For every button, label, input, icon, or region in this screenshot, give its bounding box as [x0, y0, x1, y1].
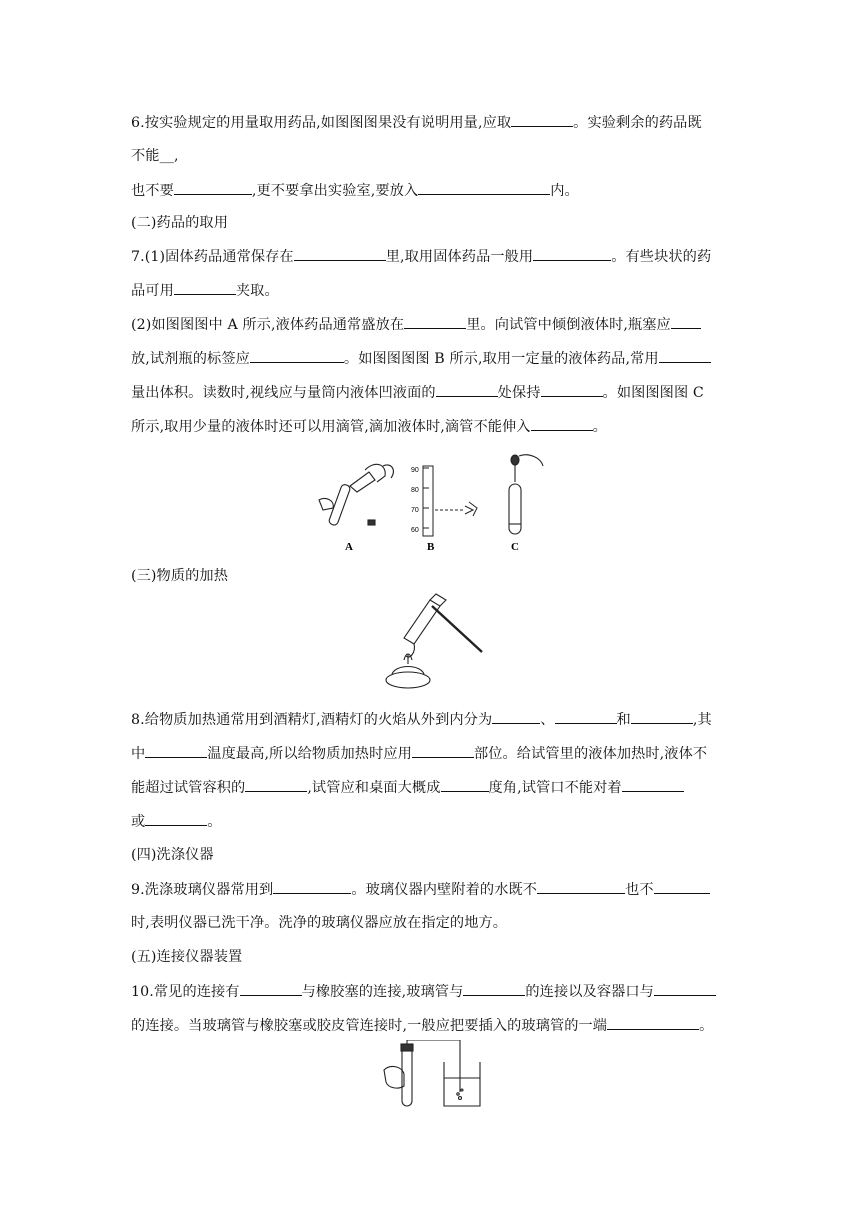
q7-line-2: 品可用 夹取。	[131, 280, 731, 301]
blank[interactable]	[463, 981, 525, 996]
blank[interactable]	[245, 777, 307, 792]
q9-line-2: 时,表明仪器已洗干净。洗净的玻璃仪器应放在指定的地方。	[131, 915, 508, 931]
blank[interactable]	[404, 314, 466, 329]
blank[interactable]	[654, 879, 710, 894]
blank[interactable]	[294, 246, 386, 261]
blank[interactable]	[531, 416, 593, 431]
section-heading-3: (三)物质的加热	[131, 568, 228, 584]
svg-text:60: 60	[411, 527, 419, 534]
blank[interactable]	[174, 280, 236, 295]
q7-line-6: 所示,取用少量的液体时还可以用滴管,滴加液体时,滴管不能伸入 。	[131, 416, 731, 437]
blank[interactable]	[492, 709, 540, 724]
figure-heating	[370, 590, 490, 696]
blank[interactable]	[631, 709, 693, 724]
section-heading-2: (二)药品的取用	[131, 215, 228, 231]
blank[interactable]	[145, 743, 207, 758]
blank[interactable]	[607, 1015, 699, 1030]
q10-line-1: 10.常见的连接有 与橡胶塞的连接,玻璃管与 的连接以及容器口与	[131, 981, 731, 1002]
svg-text:80: 80	[411, 487, 419, 494]
blank[interactable]	[441, 777, 489, 792]
graduated-cylinder-illustration	[423, 466, 477, 536]
q10-line-2: 的连接。当玻璃管与橡胶塞或胶皮管连接时,一般应把要插入的玻璃管的一端 。	[131, 1015, 731, 1036]
blank[interactable]	[418, 180, 550, 195]
blank[interactable]	[555, 709, 617, 724]
blank[interactable]	[659, 348, 711, 363]
blank[interactable]	[174, 180, 252, 195]
heating-apparatus-illustration	[386, 594, 482, 688]
blank[interactable]	[511, 112, 573, 127]
blank[interactable]	[541, 382, 603, 397]
blank[interactable]	[537, 879, 625, 894]
q7-line-5: 量出体积。读数时,视线应与量筒内液体凹液面的 处保持 。如图图图图 C	[131, 382, 731, 403]
q6-line-3: 也不要 ,更不要拿出实验室,要放入 内。	[131, 180, 731, 201]
q9-line-1: 9.洗涤玻璃仪器常用到 。玻璃仪器内壁附着的水既不 也不	[131, 879, 731, 900]
q8-line-2: 中 温度最高,所以给物质加热时应用 部位。给试管里的液体加热时,液体不	[131, 743, 731, 764]
blank[interactable]	[273, 879, 351, 894]
blank[interactable]	[145, 811, 207, 826]
blank[interactable]	[654, 981, 716, 996]
section-heading-4: (四)洗涤仪器	[131, 847, 214, 863]
blank[interactable]	[671, 314, 701, 329]
caption-b: B	[427, 541, 435, 553]
svg-text:70: 70	[411, 507, 419, 514]
caption-c: C	[511, 541, 519, 553]
section-heading-5: (五)连接仪器装置	[131, 949, 243, 965]
svg-text:90: 90	[411, 467, 419, 474]
figure-airtight-check	[380, 1040, 490, 1112]
airtightness-apparatus-illustration	[384, 1040, 480, 1106]
figure-liquid-handling	[305, 448, 565, 558]
q8-line-1: 8.给物质加热通常用到酒精灯,酒精灯的火焰从外到内分为 、 和 ,其	[131, 709, 731, 730]
q7-line-1: 7.(1)固体药品通常保存在 里,取用固体药品一般用 。有些块状的药	[131, 246, 731, 267]
q7-line-3: (2)如图图图中 A 所示,液体药品通常盛放在 里。向试管中倾倒液体时,瓶塞应	[131, 314, 731, 335]
pouring-illustration	[319, 464, 393, 526]
blank[interactable]	[436, 382, 498, 397]
blank[interactable]	[533, 246, 611, 261]
dropper-illustration	[509, 455, 543, 534]
blank[interactable]	[412, 743, 474, 758]
caption-a: A	[345, 541, 353, 553]
blank[interactable]	[622, 777, 684, 792]
blank[interactable]	[250, 348, 344, 363]
q6-line-1: 6.按实验规定的用量取用药品,如图图图果没有说明用量,应取 。实验剩余的药品既	[131, 112, 731, 133]
q6-line-2: 不能__,	[131, 148, 179, 164]
blank[interactable]	[240, 981, 302, 996]
q8-line-4: 或 。	[131, 811, 731, 832]
q7-line-4: 放,试剂瓶的标签应 。如图图图图 B 所示,取用一定量的液体药品,常用	[131, 348, 731, 369]
q8-line-3: 能超过试管容积的 ,试管应和桌面大概成 度角,试管口不能对着	[131, 777, 731, 798]
